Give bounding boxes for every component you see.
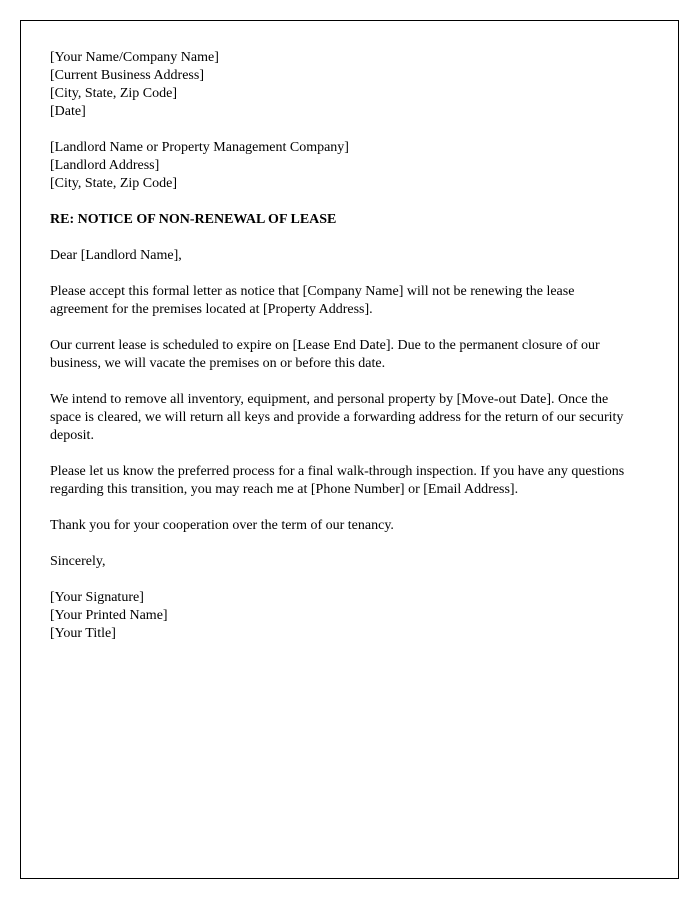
date-line: [Date] — [50, 104, 86, 119]
landlord-name-line: [Landlord Name or Property Management Company] — [50, 140, 349, 155]
recipient-address-block — [50, 139, 628, 193]
salutation: Dear [Landlord Name], — [50, 248, 182, 263]
sender-city-line: [City, State, Zip Code] — [50, 86, 178, 101]
paragraph-thanks: Thank you for your cooperation over the term of our tenancy. — [50, 518, 394, 533]
printed-name-line: [Your Printed Name] — [50, 608, 168, 623]
paragraph-lease-expiry: Our current lease is scheduled to expire on [Lease End Date]. Due to the permanent closure of our business, we will vacate the premises on or before this date. — [50, 338, 600, 371]
paragraph-notice: Please accept this formal letter as notice that [Company Name] will not be renewing the lease agreement for the premises located at [Property Address]. — [50, 284, 575, 317]
sender-address-block — [50, 49, 628, 121]
closing: Sincerely, — [50, 554, 106, 569]
title-line: [Your Title] — [50, 626, 116, 641]
letter-body — [50, 49, 628, 661]
sender-name-line: [Your Name/Company Name] — [50, 50, 219, 65]
paragraph-moveout: We intend to remove all inventory, equipment, and personal property by [Move-out Date]. Once the space is cleared, we will return all keys and provide a forwarding address for the return of our security deposit. — [50, 392, 624, 443]
signature-line: [Your Signature] — [50, 590, 144, 605]
subject-line: RE: NOTICE OF NON-RENEWAL OF LEASE — [50, 212, 337, 227]
sender-address-line: [Current Business Address] — [50, 68, 204, 83]
signature-block — [50, 589, 628, 643]
paragraph-walkthrough: Please let us know the preferred process for a final walk-through inspection. If you have any questions regarding this transition, you may reach me at [Phone Number] or [Email Address]. — [50, 464, 625, 497]
landlord-city-line: [City, State, Zip Code] — [50, 176, 178, 191]
landlord-address-line: [Landlord Address] — [50, 158, 160, 173]
